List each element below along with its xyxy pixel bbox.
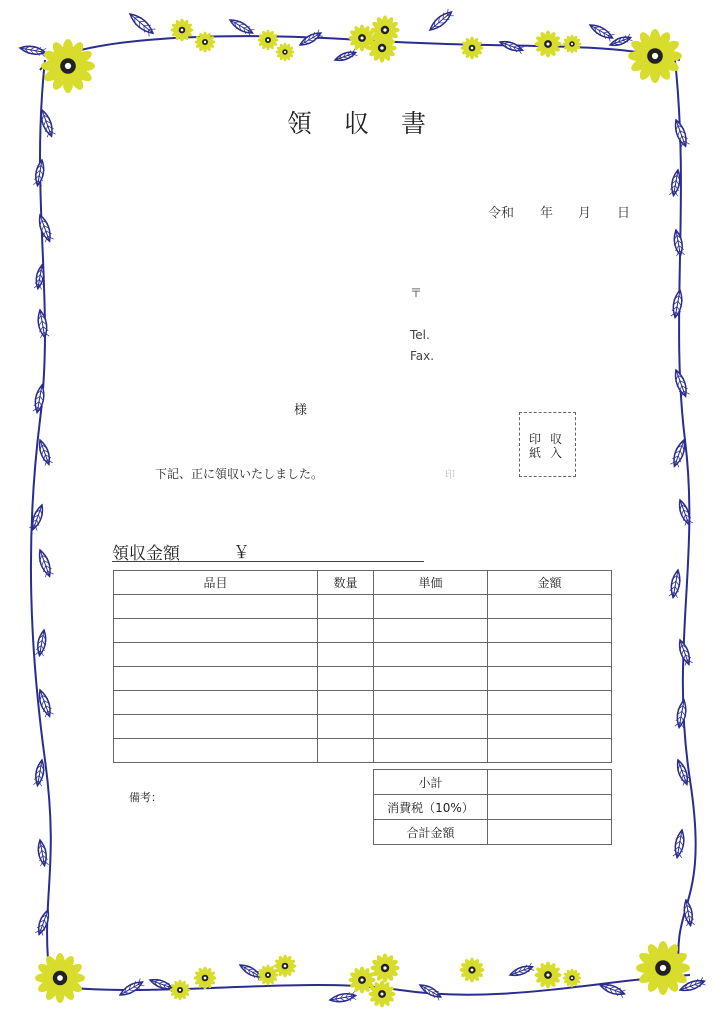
sunflower-icon (461, 37, 484, 60)
sunflower-icon (194, 967, 217, 990)
sunflower-icon (534, 30, 561, 57)
sunflower-icon (258, 30, 279, 51)
sunflower-icon (258, 965, 279, 986)
tel-label: Tel. (410, 328, 430, 342)
leaf-icon (509, 963, 534, 978)
leaf-icon (671, 289, 685, 318)
date-month: 月 (578, 206, 592, 221)
currency-symbol: ￥ (233, 543, 250, 563)
table-cell (488, 691, 612, 715)
leaf-icon (35, 629, 48, 656)
table-cell (318, 595, 374, 619)
seal-mark: 印 (445, 470, 455, 481)
leaf-icon (36, 548, 54, 577)
remarks-label: 備考： (129, 791, 162, 804)
leaf-icon (682, 899, 695, 926)
date-year: 年 (540, 206, 554, 221)
table-row (114, 619, 612, 643)
leaf-icon (33, 759, 46, 786)
tax-label: 消費税（10%） (374, 795, 488, 820)
header-item: 品目 (114, 571, 318, 595)
table-cell (318, 691, 374, 715)
leaf-icon (228, 16, 255, 36)
table-cell (114, 595, 318, 619)
leaf-icon (669, 569, 683, 598)
sunflower-icon (41, 39, 95, 93)
leaf-icon (675, 699, 689, 728)
summary-table (373, 769, 612, 845)
leaf-icon (298, 30, 323, 49)
table-cell (114, 691, 318, 715)
leaf-icon (36, 213, 54, 242)
recipient-suffix: 様 (294, 403, 308, 418)
summary-tax-row (374, 795, 612, 820)
fax-label: Fax. (410, 349, 435, 363)
stamp-label-inshi: 印紙 (529, 432, 542, 460)
sunflower-icon (534, 961, 561, 988)
leaf-icon (329, 991, 356, 1004)
header-quantity: 数量 (318, 571, 374, 595)
leaf-icon (19, 44, 46, 57)
leaf-icon (33, 159, 46, 186)
table-row (114, 643, 612, 667)
table-cell (488, 619, 612, 643)
revenue-stamp-box (519, 412, 576, 477)
postal-mark: 〒 (410, 286, 423, 300)
leaf-icon (673, 829, 687, 858)
table-cell (114, 715, 318, 739)
summary-subtotal-row (374, 770, 612, 795)
table-cell (374, 739, 488, 763)
table-cell (318, 715, 374, 739)
summary-total-row (374, 820, 612, 845)
leaf-icon (609, 34, 633, 48)
leaf-icon (672, 229, 685, 256)
table-cell (488, 715, 612, 739)
sunflower-icon (628, 29, 682, 83)
table-cell (374, 715, 488, 739)
header-unit-price: 単価 (374, 571, 488, 595)
leaf-icon (418, 982, 443, 1001)
leaf-icon (33, 384, 47, 413)
table-cell (114, 667, 318, 691)
table-cell (114, 619, 318, 643)
date-era: 令和 (488, 206, 515, 221)
table-cell (318, 619, 374, 643)
sunflower-icon (370, 953, 399, 982)
table-cell (488, 595, 612, 619)
table-row (114, 595, 612, 619)
header-amount: 金額 (488, 571, 612, 595)
table-cell (114, 643, 318, 667)
sunflower-icon (460, 958, 485, 983)
table-cell (318, 667, 374, 691)
table-cell (488, 667, 612, 691)
sunflower-icon (195, 32, 216, 53)
total-label: 合計金額 (374, 820, 488, 845)
leaf-icon (35, 909, 52, 936)
sunflower-icon (563, 969, 582, 988)
items-table (113, 570, 612, 763)
sunflower-icon (276, 43, 295, 62)
table-cell (374, 667, 488, 691)
tax-value (488, 795, 612, 820)
table-header-row (114, 571, 612, 595)
table-cell (374, 595, 488, 619)
leaf-icon (334, 49, 358, 63)
table-row (114, 739, 612, 763)
sunflower-icon (563, 35, 582, 54)
leaf-icon (118, 978, 145, 998)
table-cell (318, 739, 374, 763)
leaf-icon (127, 10, 156, 37)
subtotal-label: 小計 (374, 770, 488, 795)
amount-underline (112, 561, 424, 562)
leaf-icon (36, 839, 49, 866)
leaf-icon (427, 9, 454, 34)
page-title: 領 収 書 (287, 109, 438, 138)
table-cell (114, 739, 318, 763)
table-cell (318, 643, 374, 667)
sunflower-icon (35, 953, 85, 1003)
table-cell (374, 691, 488, 715)
declaration-text: 下記、正に領収いたしました。 (155, 467, 324, 481)
leaf-icon (36, 439, 53, 466)
leaf-icon (36, 309, 50, 338)
table-cell (488, 643, 612, 667)
sunflower-icon (170, 980, 191, 1001)
table-cell (374, 643, 488, 667)
table-row (114, 667, 612, 691)
subtotal-value (488, 770, 612, 795)
amount-label: 領収金額 (112, 544, 180, 564)
table-row (114, 715, 612, 739)
table-cell (374, 619, 488, 643)
stamp-label-shunyu: 収入 (550, 432, 563, 460)
date-day: 日 (617, 206, 631, 221)
table-cell (488, 739, 612, 763)
total-value (488, 820, 612, 845)
table-row (114, 691, 612, 715)
leaf-icon (588, 21, 615, 41)
